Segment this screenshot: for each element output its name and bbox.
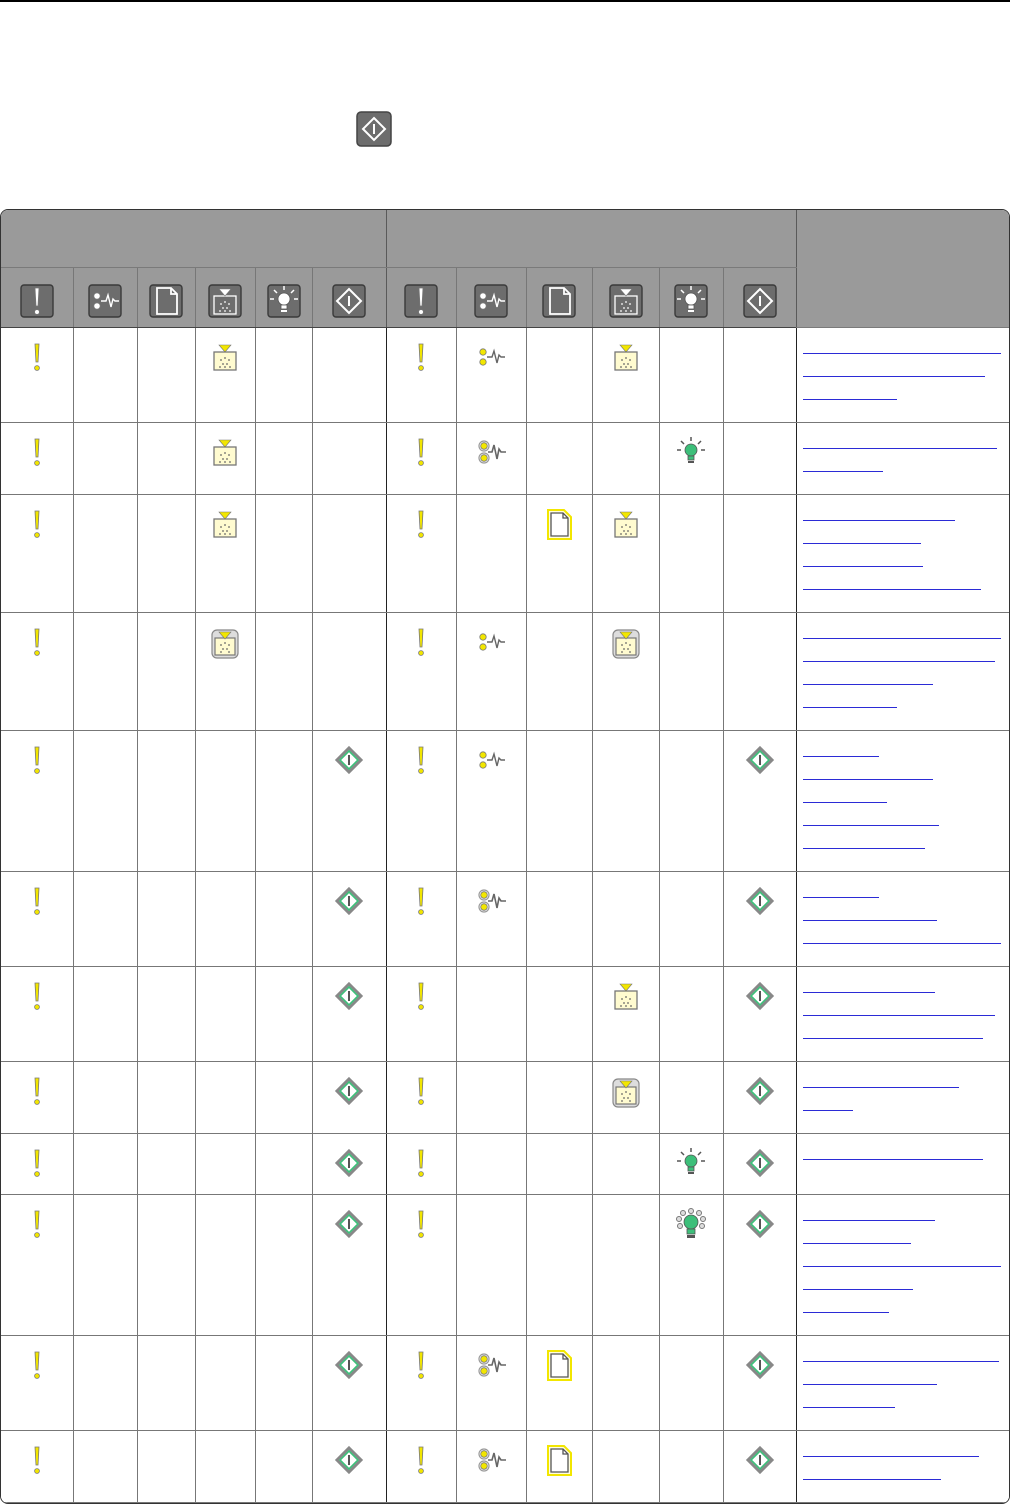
light-cell: [659, 1195, 723, 1336]
light-cell: [73, 1195, 137, 1336]
light-cell: [456, 328, 526, 423]
exclamation-light-icon: [21, 435, 53, 469]
light-cell: [592, 1062, 659, 1134]
light-cell: [592, 967, 659, 1062]
column-header-6: [312, 268, 386, 328]
light-cell: [137, 1134, 195, 1195]
solution-link[interactable]: [803, 1384, 937, 1385]
solution-link[interactable]: [803, 566, 923, 567]
light-cell: [456, 495, 526, 613]
solution-link[interactable]: [803, 1159, 983, 1160]
light-cell: [526, 423, 592, 495]
light-cell: [456, 872, 526, 967]
light-cell: [659, 328, 723, 423]
light-cell: [386, 423, 456, 495]
sleep-blinking-light-icon: [475, 1443, 507, 1477]
solution-cell: [796, 1134, 1009, 1195]
solution-link[interactable]: [803, 1479, 941, 1480]
light-cell: [723, 1062, 796, 1134]
light-cell: [526, 1336, 592, 1431]
light-cell: [723, 495, 796, 613]
light-cell: [659, 872, 723, 967]
light-cell: [73, 423, 137, 495]
light-cell: [386, 967, 456, 1062]
light-cell: [255, 731, 312, 872]
toner-light-icon: [209, 435, 241, 469]
light-cell: [659, 1431, 723, 1503]
light-cell: [526, 328, 592, 423]
light-cell: [592, 1134, 659, 1195]
light-cell: [659, 423, 723, 495]
toner-blinking-light-icon: [610, 1074, 642, 1108]
exclamation-light-icon: [21, 884, 53, 918]
toner-light-icon: [610, 979, 642, 1013]
light-cell: [386, 731, 456, 872]
solution-link[interactable]: [803, 543, 921, 544]
light-cell: [255, 328, 312, 423]
column-header-11: [659, 268, 723, 328]
exclamation-light-icon: [405, 884, 437, 918]
light-cell: [312, 872, 386, 967]
light-cell: [137, 1431, 195, 1503]
light-cell: [526, 1195, 592, 1336]
light-cell: [723, 328, 796, 423]
light-cell: [456, 967, 526, 1062]
light-cell: [723, 1431, 796, 1503]
exclamation-light-icon: [405, 340, 437, 374]
light-cell: [312, 731, 386, 872]
light-cell: [526, 872, 592, 967]
table-row: [1, 423, 1009, 495]
light-cell: [592, 1195, 659, 1336]
solution-link[interactable]: [803, 825, 939, 826]
exclamation-light-icon: [21, 1443, 53, 1477]
light-cell: [723, 1134, 796, 1195]
solution-cell: [796, 1062, 1009, 1134]
solution-link[interactable]: [803, 992, 935, 993]
solution-link[interactable]: [803, 399, 897, 400]
solution-cell: [796, 613, 1009, 731]
top-rule: [0, 0, 1010, 2]
solution-cell: [796, 967, 1009, 1062]
exclamation-light-icon: [405, 1074, 437, 1108]
sleep-icon: [474, 284, 508, 318]
light-cell: [1, 1062, 73, 1134]
sleep-blinking-light-icon: [475, 1348, 507, 1382]
table-row: [1, 1062, 1009, 1134]
light-cell: [255, 1062, 312, 1134]
light-cell: [1, 328, 73, 423]
exclamation-light-icon: [21, 1207, 53, 1241]
light-cell: [723, 731, 796, 872]
solution-link[interactable]: [803, 1110, 853, 1111]
start-light-icon: [333, 979, 365, 1013]
light-cell: [386, 1062, 456, 1134]
paper-blinking-light-icon: [543, 1443, 575, 1477]
start-light-icon: [333, 1146, 365, 1180]
start-icon: [332, 284, 366, 318]
exclamation-light-icon: [21, 1348, 53, 1382]
solution-link[interactable]: [803, 1220, 935, 1221]
table-row: [1, 613, 1009, 731]
light-cell: [1, 731, 73, 872]
imaging-kit-light-icon: [675, 435, 707, 469]
light-cell: [195, 872, 255, 967]
light-cell: [526, 1431, 592, 1503]
solution-link[interactable]: [803, 638, 1001, 639]
light-cell: [137, 1062, 195, 1134]
light-cell: [386, 328, 456, 423]
toner-light-icon: [610, 507, 642, 541]
paper-blinking-light-icon: [543, 507, 575, 541]
light-cell: [255, 613, 312, 731]
toner-icon: [609, 284, 643, 318]
solution-link[interactable]: [803, 1015, 995, 1016]
exclamation-light-icon: [405, 625, 437, 659]
column-header-1: [1, 268, 73, 328]
light-cell: [195, 1431, 255, 1503]
sleep-blinking-light-icon: [475, 435, 507, 469]
light-cell: [723, 613, 796, 731]
imaging-kit-icon: [674, 284, 708, 318]
light-cell: [1, 1336, 73, 1431]
exclamation-light-icon: [21, 625, 53, 659]
light-cell: [659, 613, 723, 731]
sleep-blinking-light-icon: [475, 884, 507, 918]
light-cell: [195, 1062, 255, 1134]
exclamation-light-icon: [21, 1074, 53, 1108]
light-cell: [592, 328, 659, 423]
light-cell: [1, 613, 73, 731]
exclamation-light-icon: [21, 1146, 53, 1180]
light-cell: [255, 1431, 312, 1503]
light-cell: [386, 872, 456, 967]
solution-link[interactable]: [803, 448, 997, 449]
solution-link[interactable]: [803, 848, 925, 849]
light-sequence-table: [0, 209, 1010, 1504]
light-cell: [73, 1134, 137, 1195]
light-cell: [312, 423, 386, 495]
solution-link[interactable]: [803, 353, 1001, 354]
exclamation-light-icon: [21, 979, 53, 1013]
paper-icon: [149, 284, 183, 318]
light-cell: [659, 1336, 723, 1431]
light-cell: [592, 872, 659, 967]
light-cell: [255, 1336, 312, 1431]
solution-link[interactable]: [803, 589, 981, 590]
light-cell: [312, 1062, 386, 1134]
light-cell: [592, 495, 659, 613]
paper-icon: [542, 284, 576, 318]
light-cell: [386, 613, 456, 731]
light-cell: [137, 1336, 195, 1431]
light-cell: [723, 872, 796, 967]
toner-blinking-light-icon: [610, 625, 642, 659]
table-row: [1, 872, 1009, 967]
start-light-icon: [744, 743, 776, 777]
light-cell: [195, 1336, 255, 1431]
solution-link[interactable]: [803, 1312, 889, 1313]
start-icon: [743, 284, 777, 318]
column-header-4: [195, 268, 255, 328]
light-cell: [386, 1134, 456, 1195]
light-cell: [659, 967, 723, 1062]
light-cell: [592, 423, 659, 495]
light-cell: [659, 1062, 723, 1134]
light-cell: [1, 1431, 73, 1503]
light-cell: [73, 967, 137, 1062]
light-cell: [195, 731, 255, 872]
solution-cell: [796, 1336, 1009, 1431]
imaging-kit-light-icon: [675, 1146, 707, 1180]
light-cell: [312, 613, 386, 731]
toner-light-icon: [610, 340, 642, 374]
solution-link[interactable]: [803, 802, 887, 803]
light-cell: [386, 1431, 456, 1503]
table-row: [1, 1336, 1009, 1431]
table-row: [1, 1134, 1009, 1195]
solution-link[interactable]: [803, 1266, 1001, 1267]
light-cell: [592, 1431, 659, 1503]
light-cell: [456, 1431, 526, 1503]
solution-link[interactable]: [803, 1087, 959, 1088]
solution-link[interactable]: [803, 756, 879, 757]
column-header-12: [723, 268, 796, 328]
paper-blinking-light-icon: [543, 1348, 575, 1382]
light-cell: [456, 1062, 526, 1134]
light-cell: [255, 495, 312, 613]
solution-cell: [796, 731, 1009, 872]
solution-link[interactable]: [803, 1289, 913, 1290]
light-cell: [73, 613, 137, 731]
light-cell: [456, 731, 526, 872]
start-light-icon: [333, 743, 365, 777]
light-cell: [137, 1195, 195, 1336]
light-cell: [73, 1431, 137, 1503]
imaging-kit-icon: [267, 284, 301, 318]
solution-link[interactable]: [803, 943, 1001, 944]
column-header-2: [73, 268, 137, 328]
solution-cell: [796, 872, 1009, 967]
solution-cell: [796, 495, 1009, 613]
sleep-light-icon: [475, 340, 507, 374]
exclamation-light-icon: [405, 507, 437, 541]
start-light-icon: [333, 1443, 365, 1477]
light-cell: [1, 1195, 73, 1336]
exclamation-icon: [20, 284, 54, 318]
start-light-icon: [744, 1074, 776, 1108]
table-row: [1, 495, 1009, 613]
light-cell: [255, 1195, 312, 1336]
table-row: [1, 1431, 1009, 1503]
light-cell: [195, 967, 255, 1062]
light-cell: [723, 423, 796, 495]
light-cell: [137, 872, 195, 967]
light-cell: [137, 731, 195, 872]
light-cell: [137, 423, 195, 495]
light-cell: [195, 495, 255, 613]
start-light-icon: [333, 1074, 365, 1108]
solution-link[interactable]: [803, 707, 897, 708]
table-row: [1, 967, 1009, 1062]
imaging-kit-blinking-light-icon: [675, 1207, 707, 1241]
light-cell: [255, 1134, 312, 1195]
sleep-icon: [88, 284, 122, 318]
light-cell: [73, 328, 137, 423]
light-cell: [1, 1134, 73, 1195]
light-cell: [386, 495, 456, 613]
light-cell: [73, 495, 137, 613]
light-cell: [73, 872, 137, 967]
light-cell: [456, 1134, 526, 1195]
solution-link[interactable]: [803, 471, 883, 472]
solution-cell: [796, 423, 1009, 495]
group-header-1: [1, 210, 386, 268]
light-cell: [312, 1431, 386, 1503]
toner-icon: [208, 284, 242, 318]
light-cell: [659, 731, 723, 872]
light-cell: [137, 495, 195, 613]
start-light-icon: [744, 979, 776, 1013]
solution-link[interactable]: [803, 376, 985, 377]
light-cell: [659, 1134, 723, 1195]
exclamation-light-icon: [405, 979, 437, 1013]
light-cell: [312, 1134, 386, 1195]
solution-link[interactable]: [803, 1407, 895, 1408]
light-cell: [195, 1134, 255, 1195]
light-cell: [195, 1195, 255, 1336]
solution-cell: [796, 1195, 1009, 1336]
column-header-5: [255, 268, 312, 328]
light-cell: [312, 328, 386, 423]
sleep-light-icon: [475, 743, 507, 777]
light-cell: [456, 1195, 526, 1336]
light-cell: [73, 731, 137, 872]
sleep-light-icon: [475, 625, 507, 659]
start-light-icon: [744, 1146, 776, 1180]
start-light-icon: [333, 884, 365, 918]
toner-light-icon: [209, 507, 241, 541]
light-cell: [592, 731, 659, 872]
light-cell: [526, 1062, 592, 1134]
light-cell: [255, 872, 312, 967]
column-header-7: [386, 268, 456, 328]
light-cell: [1, 495, 73, 613]
light-cell: [723, 967, 796, 1062]
light-cell: [526, 731, 592, 872]
start-light-icon: [744, 1348, 776, 1382]
exclamation-light-icon: [405, 1443, 437, 1477]
group-header-3: [796, 210, 1009, 328]
solution-link[interactable]: [803, 661, 995, 662]
exclamation-light-icon: [405, 743, 437, 777]
light-cell: [723, 1336, 796, 1431]
table-row: [1, 1195, 1009, 1336]
exclamation-light-icon: [405, 1207, 437, 1241]
light-cell: [526, 1134, 592, 1195]
light-cell: [255, 967, 312, 1062]
solution-link[interactable]: [803, 920, 937, 921]
light-cell: [73, 1062, 137, 1134]
group-header-2: [386, 210, 796, 268]
table-row: [1, 328, 1009, 423]
light-cell: [723, 1195, 796, 1336]
start-light-icon: [744, 884, 776, 918]
light-cell: [137, 967, 195, 1062]
light-cell: [255, 423, 312, 495]
solution-link[interactable]: [803, 1361, 999, 1362]
column-header-3: [137, 268, 195, 328]
light-cell: [312, 967, 386, 1062]
light-cell: [1, 967, 73, 1062]
solution-link[interactable]: [803, 520, 955, 521]
start-light-icon: [333, 1207, 365, 1241]
exclamation-light-icon: [21, 340, 53, 374]
light-cell: [137, 328, 195, 423]
light-cell: [312, 1336, 386, 1431]
start-light-icon: [744, 1443, 776, 1477]
start-light-icon: [744, 1207, 776, 1241]
light-cell: [386, 1195, 456, 1336]
solution-link[interactable]: [803, 1038, 983, 1039]
start-light-icon: [333, 1348, 365, 1382]
light-cell: [1, 872, 73, 967]
light-cell: [73, 1336, 137, 1431]
light-cell: [195, 423, 255, 495]
solution-cell: [796, 1431, 1009, 1503]
solution-link[interactable]: [803, 897, 879, 898]
light-cell: [592, 1336, 659, 1431]
column-header-9: [526, 268, 592, 328]
light-cell: [312, 495, 386, 613]
light-cell: [456, 613, 526, 731]
exclamation-light-icon: [405, 1146, 437, 1180]
light-cell: [456, 423, 526, 495]
light-cell: [592, 613, 659, 731]
light-cell: [195, 328, 255, 423]
light-cell: [312, 1195, 386, 1336]
solution-link[interactable]: [803, 1456, 979, 1457]
column-header-8: [456, 268, 526, 328]
light-cell: [526, 495, 592, 613]
light-cell: [386, 1336, 456, 1431]
start-button-icon: [356, 111, 392, 147]
toner-blinking-light-icon: [209, 625, 241, 659]
exclamation-light-icon: [21, 743, 53, 777]
solution-link[interactable]: [803, 1243, 911, 1244]
column-header-10: [592, 268, 659, 328]
light-cell: [659, 495, 723, 613]
light-cell: [526, 613, 592, 731]
solution-link[interactable]: [803, 779, 933, 780]
light-cell: [137, 613, 195, 731]
light-cell: [195, 613, 255, 731]
light-cell: [526, 967, 592, 1062]
exclamation-light-icon: [405, 1348, 437, 1382]
toner-light-icon: [209, 340, 241, 374]
solution-cell: [796, 328, 1009, 423]
light-cell: [1, 423, 73, 495]
table-row: [1, 731, 1009, 872]
exclamation-icon: [404, 284, 438, 318]
exclamation-light-icon: [21, 507, 53, 541]
solution-link[interactable]: [803, 684, 933, 685]
light-cell: [456, 1336, 526, 1431]
exclamation-light-icon: [405, 435, 437, 469]
